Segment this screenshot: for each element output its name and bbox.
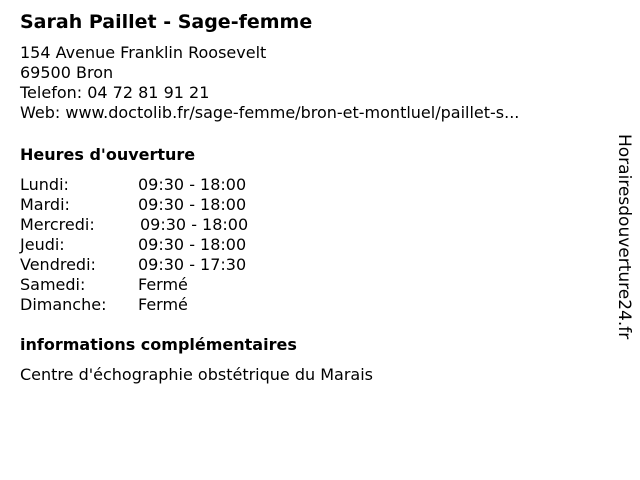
day-label: Dimanche: bbox=[20, 295, 107, 314]
hours-row-saturday bbox=[20, 275, 320, 295]
hours-row-sunday bbox=[20, 295, 320, 315]
hours-row-monday bbox=[20, 175, 320, 195]
time-value: 09:30 - 17:30 bbox=[138, 255, 247, 274]
business-details bbox=[20, 43, 519, 123]
website: Web: www.doctolib.fr/sage-femme/bron-et-montluel/paillet-s... bbox=[20, 103, 520, 122]
opening-hours-heading: Heures d'ouverture bbox=[20, 145, 196, 164]
additional-info-heading: informations complémentaires bbox=[20, 335, 297, 354]
hours-row-tuesday bbox=[20, 195, 320, 215]
day-label: Vendredi: bbox=[20, 255, 96, 274]
hours-row-thursday bbox=[20, 235, 320, 255]
hours-row-wednesday bbox=[20, 215, 320, 235]
day-label: Mardi: bbox=[20, 195, 70, 214]
day-label: Samedi: bbox=[20, 275, 86, 294]
time-value: Fermé bbox=[138, 275, 188, 294]
additional-info-text: Centre d'échographie obstétrique du Marais bbox=[20, 365, 373, 384]
business-name: Sarah Paillet - Sage-femme bbox=[20, 11, 313, 33]
day-label: Lundi: bbox=[20, 175, 69, 194]
time-value: 09:30 - 18:00 bbox=[140, 215, 249, 234]
day-label: Jeudi: bbox=[20, 235, 65, 254]
watermark-text: Horairesdouverture24.fr bbox=[614, 134, 634, 340]
street-address: 154 Avenue Franklin Roosevelt bbox=[20, 43, 267, 62]
hours-row-friday bbox=[20, 255, 320, 275]
time-value: 09:30 - 18:00 bbox=[138, 195, 247, 214]
phone-number: Telefon: 04 72 81 91 21 bbox=[20, 83, 210, 102]
time-value: 09:30 - 18:00 bbox=[138, 175, 247, 194]
opening-hours-table bbox=[20, 175, 320, 315]
time-value: Fermé bbox=[138, 295, 188, 314]
site-watermark bbox=[611, 134, 637, 374]
city-postal: 69500 Bron bbox=[20, 63, 114, 82]
day-label: Mercredi: bbox=[20, 215, 95, 234]
time-value: 09:30 - 18:00 bbox=[138, 235, 247, 254]
